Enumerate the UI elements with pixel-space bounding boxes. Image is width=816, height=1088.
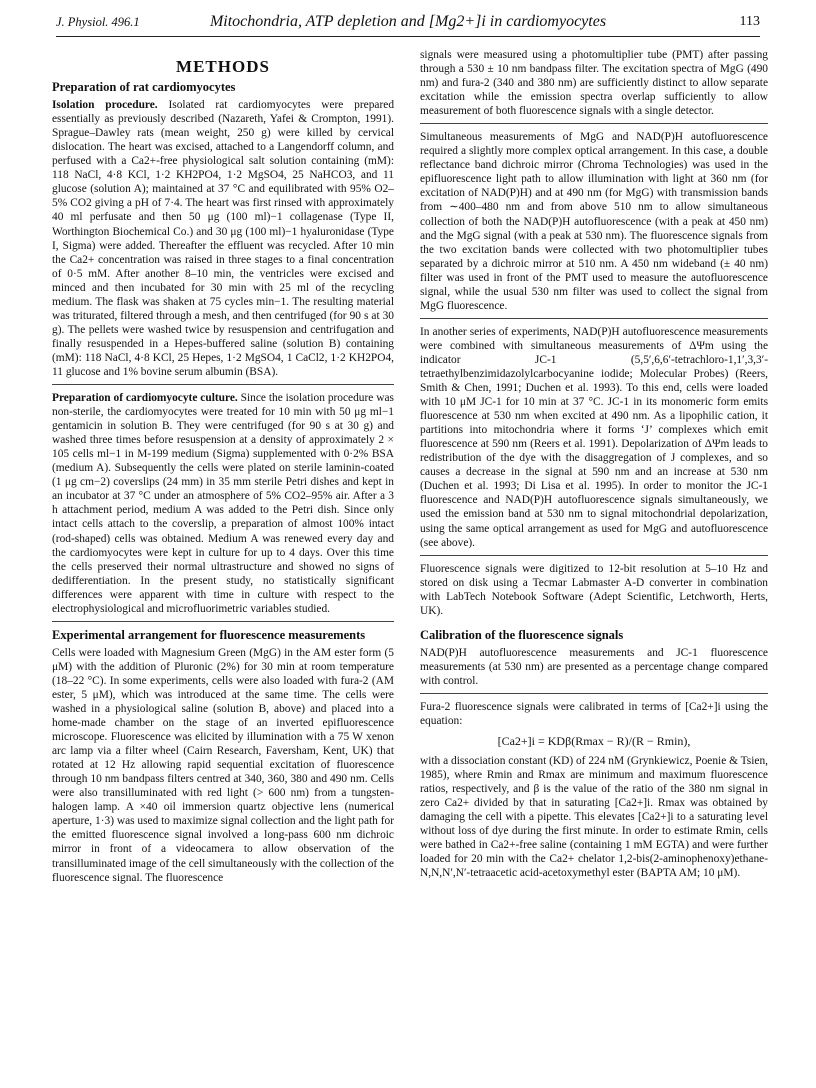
running-title: Mitochondria, ATP depletion and [Mg2+]i in cardiomyocytes (209, 13, 607, 30)
calcium-equation: [Ca2+]i = KDβ(Rmax − R)/(R − Rmin), (497, 734, 691, 749)
section-divider (420, 555, 768, 556)
right-column (420, 48, 768, 886)
paragraph-culture (52, 391, 394, 616)
section-divider (52, 384, 394, 385)
paragraph-jc1: In another series of experiments, NAD(P)H autofluorescence measurements were combined with simultaneous measurements of ΔΨm using the indicator JC-1 (5,5′,6,6′-tetrachloro-1,1′,3,3′-tetraethylbenzimidazolylcarbocyanine iodide; Molecular Probes) (Reers, Smith & Chen, 1991; Duchen et al. 1993). To this end, cells were loaded with 10 μM JC-1 for 10 min at 37 °C. JC-1 in its monomeric form emits fluorescence at 530 nm when excited at 490 nm. As a lipophilic cation, it partitions into mitochondria where it forms ‘J’ complexes which emit fluorescence at 590 nm (Reers et al. 1991). Depolarization of ΔΨm leads to redistribution of the dye with the disaggregation of J complexes, and so causes a decrease in the signal at 590 nm and an increase at 530 nm (Duchen et al. 1993; Di Lisa et al. 1995). In order to monitor the JC-1 fluorescence and NAD(P)H autofluorescence signals simultaneously, we used the emission band at 530 nm to signal mitochondrial depolarization, using the same optical arrangement as used for MgG and autofluorescence (see above). (420, 325, 768, 549)
paragraph-isolation (52, 98, 394, 379)
paragraph-digitization: Fluorescence signals were digitized to 12-bit resolution at 5–10 Hz and stored on disk using a Tecmar Labmaster A-D converter in combination with LabTech Notebook Software (Adept Scientific, Letchworth, Herts, UK). (420, 562, 768, 617)
journal-citation: J. Physiol. 496.1 (56, 15, 140, 29)
section-heading-arrangement: Experimental arrangement for fluorescence measurements (52, 627, 366, 642)
section-heading-calibration: Calibration of the fluorescence signals (420, 627, 624, 642)
paragraph-nadph-optics: Simultaneous measurements of MgG and NAD(P)H autofluorescence required a slightly more complex optical arrangement. In this case, a double reflectance band dichroic mirror (Chroma Technologies) was used in the epifluorescence light path to allow illumination with light at 360 nm (for excitation of NAD(P)H) and at 490 nm (for MgG) with transmission bands from ∼400–480 nm and from above 510 nm to allow simultaneous collection of both the NAD(P)H autofluorescence (with a peak at 450 nm) and the MgG signal (with a peak at 530 nm). The fluorescence signals from the two excitation bands were collected with two photomultiplier tubes separated by a dichroic mirror at 510 nm. A 450 nm wideband (± 40 nm) filter was used in front of the PMT used to measure the autofluorescence signal, while the usual 530 nm filter was used to collect the signal from MgG fluorescence. (420, 131, 768, 312)
section-divider (420, 123, 768, 124)
run-in-heading-isolation: Isolation procedure. (52, 99, 158, 112)
left-column (52, 48, 394, 890)
section-divider (420, 318, 768, 319)
paragraph-pmt: signals were measured using a photomultiplier tube (PMT) after passing through a 530 ± 10 nm bandpass filter. The excitation spectra of MgG (490 nm) and fura-2 (340 and 380 nm) are sufficiently distinct to allow separate excitation while the emission spectra overlap sufficiently to allow measurement of both fluorescence signals with a single detector. (420, 49, 768, 118)
methods-heading: METHODS (176, 57, 270, 76)
paragraph-calibration-intro: NAD(P)H autofluorescence measurements and JC-1 fluorescence measurements (at 530 nm) are presented as a percentage change compared with control. (420, 646, 768, 687)
page-number: 113 (739, 14, 760, 29)
paragraph-arrangement: Cells were loaded with Magnesium Green (MgG) in the AM ester form (5 μM) with the addition of Pluronic (2%) for 30 min at room temperature (18–22 °C). In some experiments, cells were also loaded with fura-2 (AM ester, 5 μM), which was introduced at the same time. The cells were washed in a physiological saline (solution B, above) and placed into a home-made chamber on the stage of an inverted epifluorescence microscope. Fluorescence was elicited by illumination with a 75 W xenon arc lamp via a filter wheel (Cairn Research, Faversham, Kent, UK) that rotated at 12 Hz allowing rapid sequential excitation of fluorescence through 10 nm bandpass filters centred at 340, 360, 380 and 490 nm. Cells were also transilluminated with red light (> 600 nm) from a tungsten-halogen lamp. A ×40 oil immersion quartz objective lens (numerical aperture, 1·3) was used to maximize signal collection and the light path for the emitted fluorescence signal involved a long-pass 600 nm dichroic mirror in front of a videocamera to allow observation of the transilluminated image of the cell simultaneously with the collection of the fluorescence signal. The fluorescence (52, 646, 394, 884)
section-heading-rat-cardiomyocytes: Preparation of rat cardiomyocytes (52, 80, 236, 95)
section-divider (52, 621, 394, 622)
section-divider (420, 693, 768, 694)
paragraph-culture-text: Since the isolation procedure was non-sterile, the cardiomyocytes were treated for 10 min with 50 μg ml−1 gentamicin in solution B. They were centrifuged (for 90 s at 30 g) and washed three times before resuspension at a density of approximately 2 × 105 cells ml−1 in M-199 medium (Sigma) supplemented with 0·2% BSA (medium A). Subsequently the cells were plated on sterile laminin-coated (1 μg cm−2) coverslips (24 mm) in 35 mm sterile Petri dishes and kept in an incubator at 37 °C under an atmosphere of 5% CO2–95% air. After a 3 h attachment period, medium A was added to the Petri dish. Since only intact cells attach to the coverslip, a preparation of almost 100% intact (rod-shaped) cells was obtained. Medium A was renewed every day and the cardiomyocytes were kept in culture for up to 4 days. Over this time the cells preserved their normal ultrastructure and showed no signs of dedifferentiation. In the present study, no statistically significant differences were apparent with time in culture with respect to the electrophysiological and microfluorimetric variables studied. (52, 392, 394, 615)
paragraph-calibration-fura2: Fura-2 fluorescence signals were calibrated in terms of [Ca2+]i using the equation: (420, 700, 768, 728)
run-in-heading-culture: Preparation of cardiomyocyte culture. (52, 392, 238, 405)
paragraph-calibration-constants: with a dissociation constant (KD) of 224 nM (Grynkiewicz, Poenie & Tsien, 1985), where Rmin and Rmax are minimum and maximum fluorescence ratios, respectively, and β is the value of the ratio of the 380 nm signal in zero Ca2+ divided by that in saturating [Ca2+]i. Rmax was obtained by damaging the cell with a pipette. This elevates [Ca2+]i to a saturating level without loss of dye during the first minute. In order to estimate Rmin, cells were bathed in Ca2+-free saline (containing 1 mM EGTA) and were further loaded for 20 min with the Ca2+ chelator 1,2-bis(2-aminophenoxy)ethane-N,N,N′,N′-tetraacetic acid-acetoxymethyl ester (BAPTA AM; 10 μM). (420, 755, 768, 880)
running-head (56, 12, 760, 37)
paragraph-isolation-text: Isolated rat cardiomyocytes were prepared essentially as previously described (Nazareth, Yafei & Crompton, 1991). Sprague–Dawley rats (mean weight, 250 g) were killed by cervical dislocation. The heart was excised, attached to a Langendorff column, and perfused with a Ca2+-free physiological salt solution containing (mM): 118 NaCl, 4·8 KCl, 1·2 KH2PO4, 1·2 MgSO4, 25 NaHCO3, and 11 glucose (solution A); maintained at 37 °C and equilibrated with 95% O2–5% CO2 giving a pH of 7·4. The heart was first rinsed with approximately 40 ml perfusate and then 50 μg (100 ml)−1 collagenase (Type II, Worthington Biochemical Co.) and 30 μg (100 ml)−1 hyaluronidase (Type I, Sigma) were added. Thereafter the effluent was recycled. After 10 min the Ca2+ concentration was raised in three stages to a final concentration of 0·5 mM. After another 8–10 min, the ventricles were excised and minced and then incubated for 30 min with 25 ml of the recycling medium. The flask was shaken at 75 cycles min−1. The resulting material was triturated, filtered through a mesh, and then centrifuged (for 90 s at 30 g). The pellets were washed twice by resuspension and centrifugation and finally resuspended in a Hepes-buffered saline (solution B) containing (mM): 118 NaCl, 4·8 KCl, 25 Hepes, 1·2 MgSO4, 1 CaCl2, 1·2 KH2PO4, 11 glucose and 1% bovine serum albumin (BSA). (52, 99, 395, 378)
